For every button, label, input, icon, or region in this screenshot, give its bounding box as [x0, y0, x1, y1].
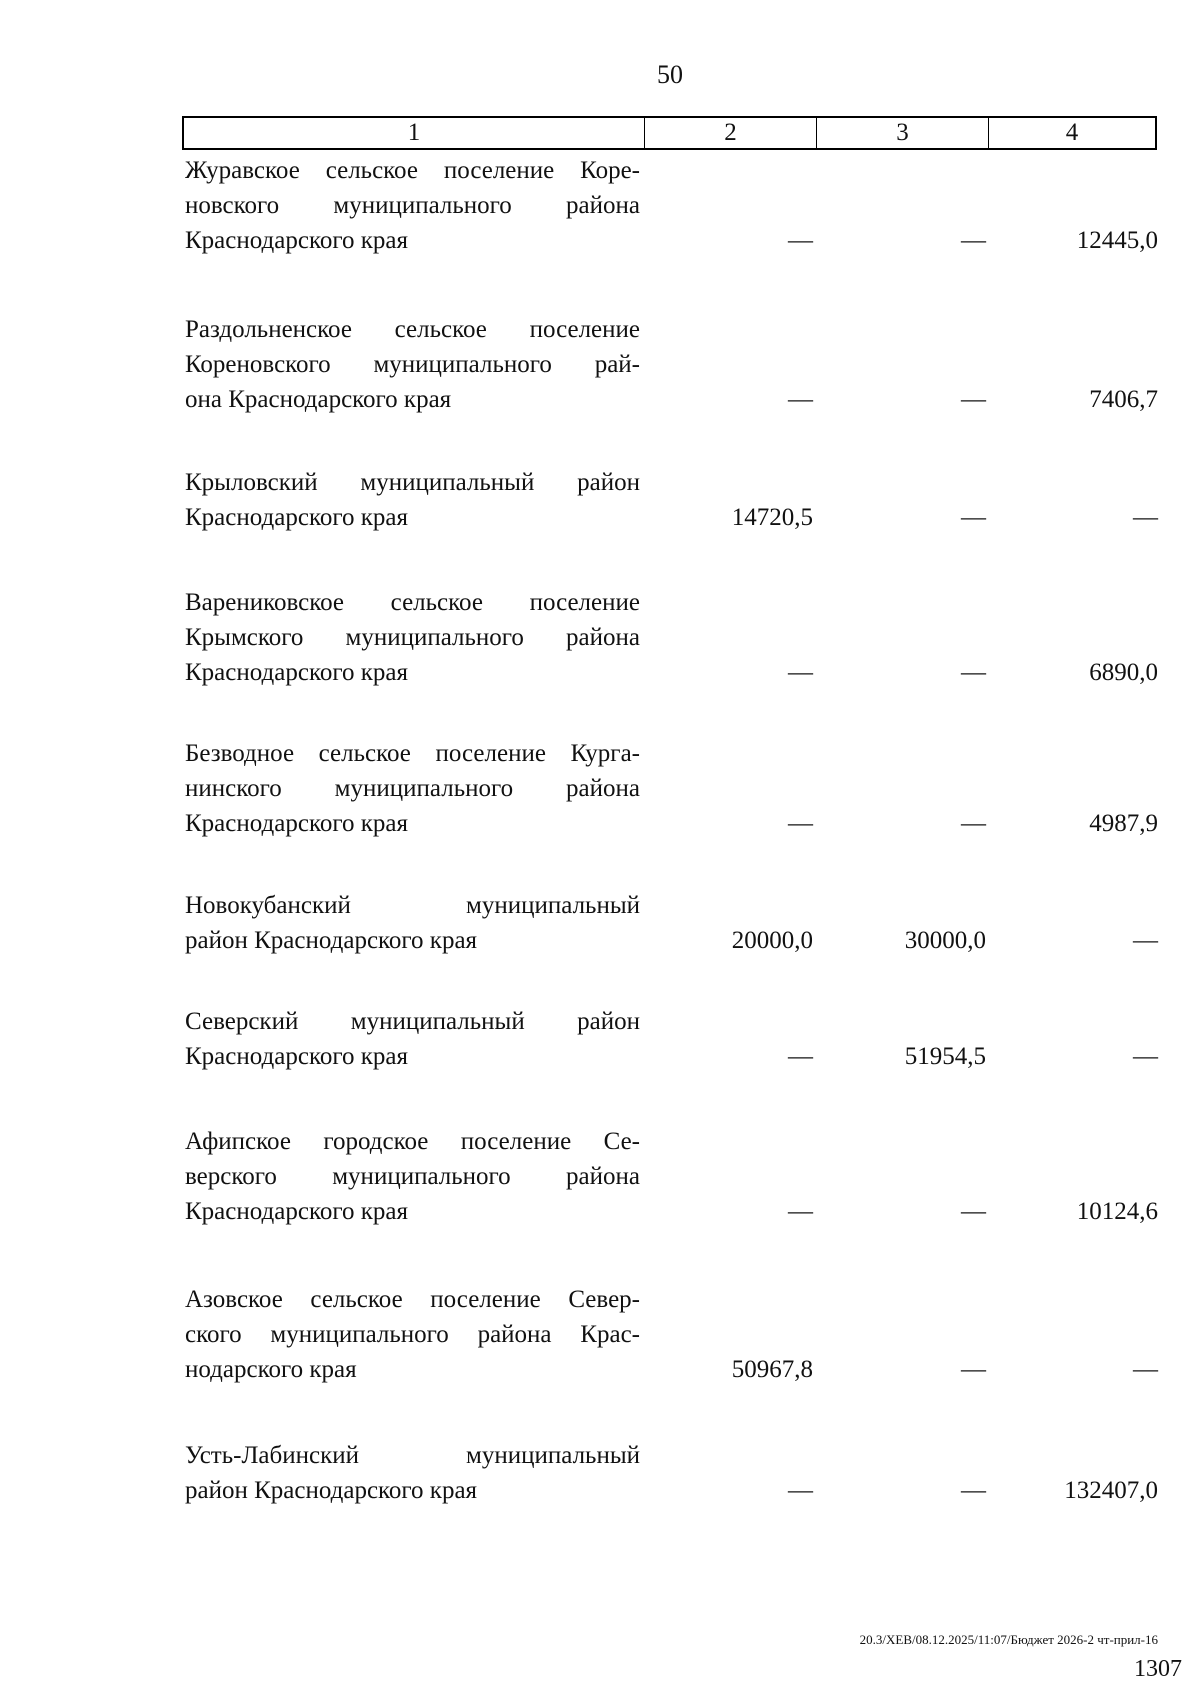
name-line: Крыловский муниципальный район [185, 469, 640, 496]
cell-col4: 7406,7 [1089, 386, 1158, 413]
name-line: она Краснодарского края [185, 386, 452, 413]
cell-col4: 4987,9 [1089, 810, 1158, 837]
cell-col3: 30000,0 [904, 927, 986, 954]
cell-col2: — [788, 1198, 813, 1225]
document-code: 20.3/ХЕВ/08.12.2025/11:07/Бюджет 2026-2 чт-прил-16 [859, 1632, 1158, 1647]
cell-col2: — [788, 1043, 813, 1070]
name-line: Раздольненское сельское поселение [185, 316, 640, 343]
name-line: новского муниципального района [185, 192, 640, 219]
cell-col4: 132407,0 [1064, 1477, 1158, 1504]
name-line: Краснодарского края [185, 504, 408, 531]
name-line: Усть-Лабинский муниципальный [185, 1442, 640, 1469]
name-line: Новокубанский муниципальный [185, 892, 640, 919]
cell-col3: — [961, 659, 986, 686]
cell-col3: — [961, 1477, 986, 1504]
row-name [185, 465, 640, 535]
name-line: Краснодарского края [185, 227, 408, 254]
row-name [185, 888, 640, 958]
name-line: Азовское сельское поселение Север- [185, 1286, 640, 1313]
name-line: Безводное сельское поселение Курга- [185, 740, 640, 767]
name-line: верского муниципального района [185, 1163, 640, 1190]
cell-col3: 51954,5 [904, 1043, 986, 1070]
name-line: Крымского муниципального района [185, 624, 640, 651]
cell-col4: 10124,6 [1076, 1198, 1158, 1225]
cell-col2: — [788, 386, 813, 413]
row-name [185, 736, 640, 841]
header-cell-4: 4 [1065, 119, 1079, 146]
header-cell-3: 3 [817, 118, 989, 148]
cell-col4: 12445,0 [1076, 227, 1158, 254]
sheet-number: 1307 [1134, 1656, 1182, 1682]
name-line: Афипское городское поселение Се- [185, 1128, 640, 1155]
name-line: нодарского края [185, 1356, 357, 1383]
row-name [185, 1282, 640, 1387]
cell-col3: — [961, 504, 986, 531]
cell-col4: — [1133, 927, 1158, 954]
cell-col2: 50967,8 [731, 1356, 813, 1383]
name-line: Кореновского муниципального рай- [185, 351, 640, 378]
page-number: 50 [657, 60, 683, 89]
header-cell-2: 2 [645, 118, 817, 148]
cell-col2: — [788, 1477, 813, 1504]
row-name [185, 153, 640, 258]
table-header [182, 116, 1157, 150]
cell-col3: — [961, 227, 986, 254]
cell-col2: 20000,0 [731, 927, 813, 954]
cell-col4: — [1133, 1356, 1158, 1383]
row-name [185, 312, 640, 417]
name-line: ского муниципального района Крас- [185, 1321, 640, 1348]
name-line: район Краснодарского края [185, 1477, 478, 1504]
cell-col2: — [788, 227, 813, 254]
name-line: Краснодарского края [185, 659, 408, 686]
name-line: нинского муниципального района [185, 775, 640, 802]
row-name [185, 1438, 640, 1508]
cell-col4: — [1133, 504, 1158, 531]
name-line: Северский муниципальный район [185, 1008, 640, 1035]
cell-col4: 6890,0 [1089, 659, 1158, 686]
cell-col3: — [961, 386, 986, 413]
row-name [185, 1004, 640, 1074]
cell-col2: 14720,5 [731, 504, 813, 531]
row-name [185, 1124, 640, 1229]
name-line: Журавское сельское поселение Коре- [185, 157, 640, 184]
name-line: Краснодарского края [185, 810, 408, 837]
cell-col2: — [788, 810, 813, 837]
row-name [185, 585, 640, 690]
cell-col3: — [961, 1356, 986, 1383]
cell-col3: — [961, 1198, 986, 1225]
name-line: Краснодарского края [185, 1198, 408, 1225]
name-line: Краснодарского края [185, 1043, 408, 1070]
name-line: Варениковское сельское поселение [185, 589, 640, 616]
name-line: район Краснодарского края [185, 927, 478, 954]
cell-col2: — [788, 659, 813, 686]
cell-col3: — [961, 810, 986, 837]
header-cell-1: 1 [184, 118, 645, 148]
cell-col4: — [1133, 1043, 1158, 1070]
